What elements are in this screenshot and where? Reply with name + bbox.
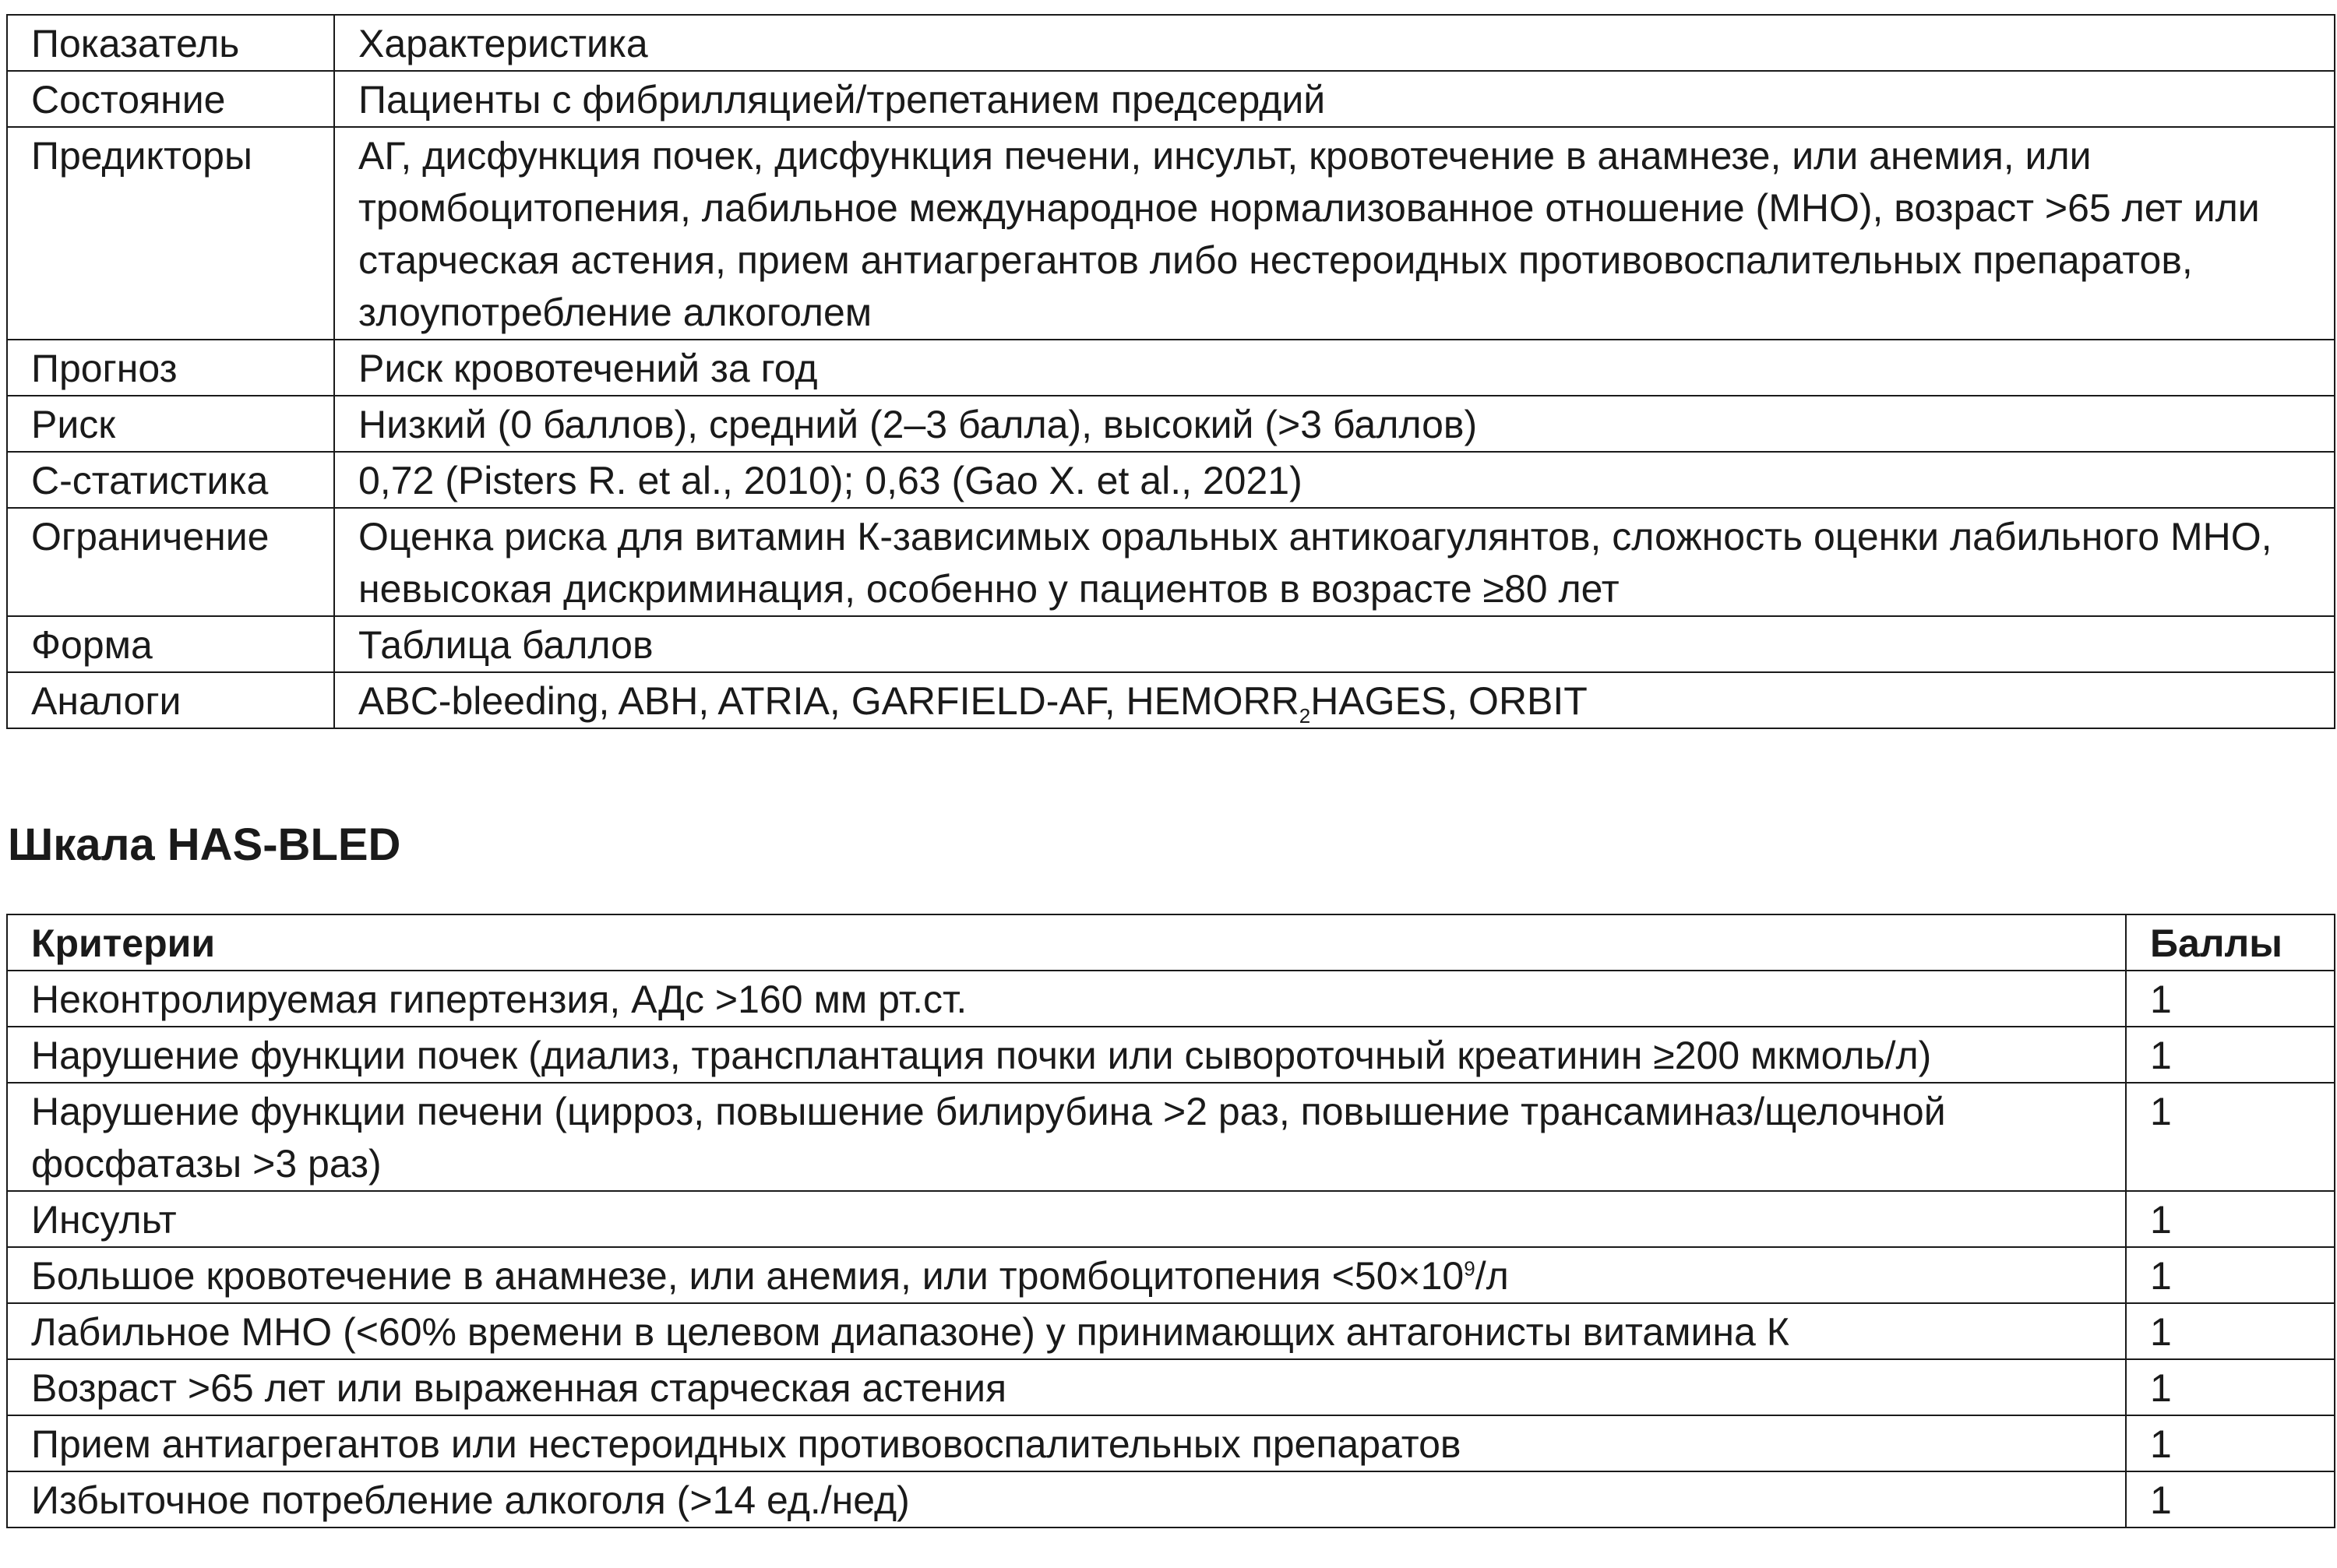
score-row (7, 1359, 2335, 1415)
score-criterion: Возраст >65 лет или выраженная старческая астения (7, 1359, 2126, 1415)
summary-row-condition (7, 71, 2335, 127)
summary-row-c-statistic (7, 452, 2335, 508)
score-points: 1 (2126, 1359, 2335, 1415)
summary-header-row (7, 15, 2335, 71)
summary-row-form (7, 616, 2335, 672)
score-row (7, 1191, 2335, 1247)
score-row (7, 1083, 2335, 1191)
summary-value: Низкий (0 баллов), средний (2–3 балла), высокий (>3 баллов) (334, 396, 2335, 452)
score-criterion: Избыточное потребление алкоголя (>14 ед./нед) (7, 1471, 2126, 1527)
section-title: Шкала HAS-BLED (8, 819, 401, 870)
analogues-subscript: 2 (1299, 704, 1311, 728)
summary-value: АГ, дисфункция почек, дисфункция печени, инсульт, кровотечение в анамнезе, или анемия, или тромбоцитопения, лабильное международное нормализованное отношение (МНО), возраст >65 лет или старческая астения, прием антиагрегантов либо нестероидных противовоспалительных препаратов, злоупотребление алкоголем (334, 127, 2335, 340)
summary-label: Прогноз (7, 340, 334, 396)
score-criterion: Лабильное МНО (<60% времени в целевом диапазоне) у принимающих антагонисты витамина К (7, 1303, 2126, 1359)
score-points: 1 (2126, 1471, 2335, 1527)
score-criterion: Прием антиагрегантов или нестероидных противовоспалительных препаратов (7, 1415, 2126, 1471)
summary-row-predictors (7, 127, 2335, 340)
criterion-text-start: Большое кровотечение в анамнезе, или анемия, или тромбоцитопения <50×10 (31, 1254, 1465, 1298)
summary-row-limitation (7, 508, 2335, 616)
analogues-text-start: ABC-bleeding, ABH, ATRIA, GARFIELD-AF, HEMORR (358, 679, 1299, 723)
summary-label: С-статистика (7, 452, 334, 508)
score-row (7, 1471, 2335, 1527)
criterion-text-end: /л (1475, 1254, 1509, 1298)
score-row (7, 1247, 2335, 1303)
summary-label: Ограничение (7, 508, 334, 616)
score-points: 1 (2126, 1191, 2335, 1247)
summary-value (334, 672, 2335, 728)
summary-value: Таблица баллов (334, 616, 2335, 672)
criterion-superscript: 9 (1464, 1256, 1475, 1281)
summary-row-analogues (7, 672, 2335, 728)
summary-value: Пациенты с фибрилляцией/трепетанием предсердий (334, 71, 2335, 127)
summary-header-characteristic: Характеристика (334, 15, 2335, 71)
summary-row-prognosis (7, 340, 2335, 396)
score-criterion: Инсульт (7, 1191, 2126, 1247)
summary-label: Форма (7, 616, 334, 672)
score-row (7, 1415, 2335, 1471)
score-points: 1 (2126, 971, 2335, 1027)
score-points: 1 (2126, 1083, 2335, 1191)
summary-table (6, 14, 2335, 729)
summary-value: Риск кровотечений за год (334, 340, 2335, 396)
score-points: 1 (2126, 1027, 2335, 1083)
summary-label: Состояние (7, 71, 334, 127)
score-header-row (7, 914, 2335, 971)
summary-value: 0,72 (Pisters R. et al., 2010); 0,63 (Gao X. et al., 2021) (334, 452, 2335, 508)
score-points: 1 (2126, 1303, 2335, 1359)
score-points: 1 (2126, 1247, 2335, 1303)
score-row (7, 1303, 2335, 1359)
summary-label: Аналоги (7, 672, 334, 728)
score-criterion: Нарушение функции печени (цирроз, повышение билирубина >2 раз, повышение трансаминаз/щелочной фосфатазы >3 раз) (7, 1083, 2126, 1191)
summary-value: Оценка риска для витамин К-зависимых оральных антикоагулянтов, сложность оценки лабильного МНО, невысокая дискриминация, особенно у пациентов в возрасте ≥80 лет (334, 508, 2335, 616)
score-points: 1 (2126, 1415, 2335, 1471)
score-criterion: Нарушение функции почек (диализ, трансплантация почки или сывороточный креатинин ≥200 мкмоль/л) (7, 1027, 2126, 1083)
analogues-text-end: HAGES, ORBIT (1310, 679, 1588, 723)
has-bled-score-table (6, 914, 2335, 1528)
summary-label: Предикторы (7, 127, 334, 340)
score-header-criteria: Критерии (7, 914, 2126, 971)
score-row (7, 971, 2335, 1027)
score-header-points: Баллы (2126, 914, 2335, 971)
summary-row-risk (7, 396, 2335, 452)
summary-header-indicator: Показатель (7, 15, 334, 71)
score-criterion: Неконтролируемая гипертензия, АДс >160 мм рт.ст. (7, 971, 2126, 1027)
score-criterion (7, 1247, 2126, 1303)
score-row (7, 1027, 2335, 1083)
summary-label: Риск (7, 396, 334, 452)
